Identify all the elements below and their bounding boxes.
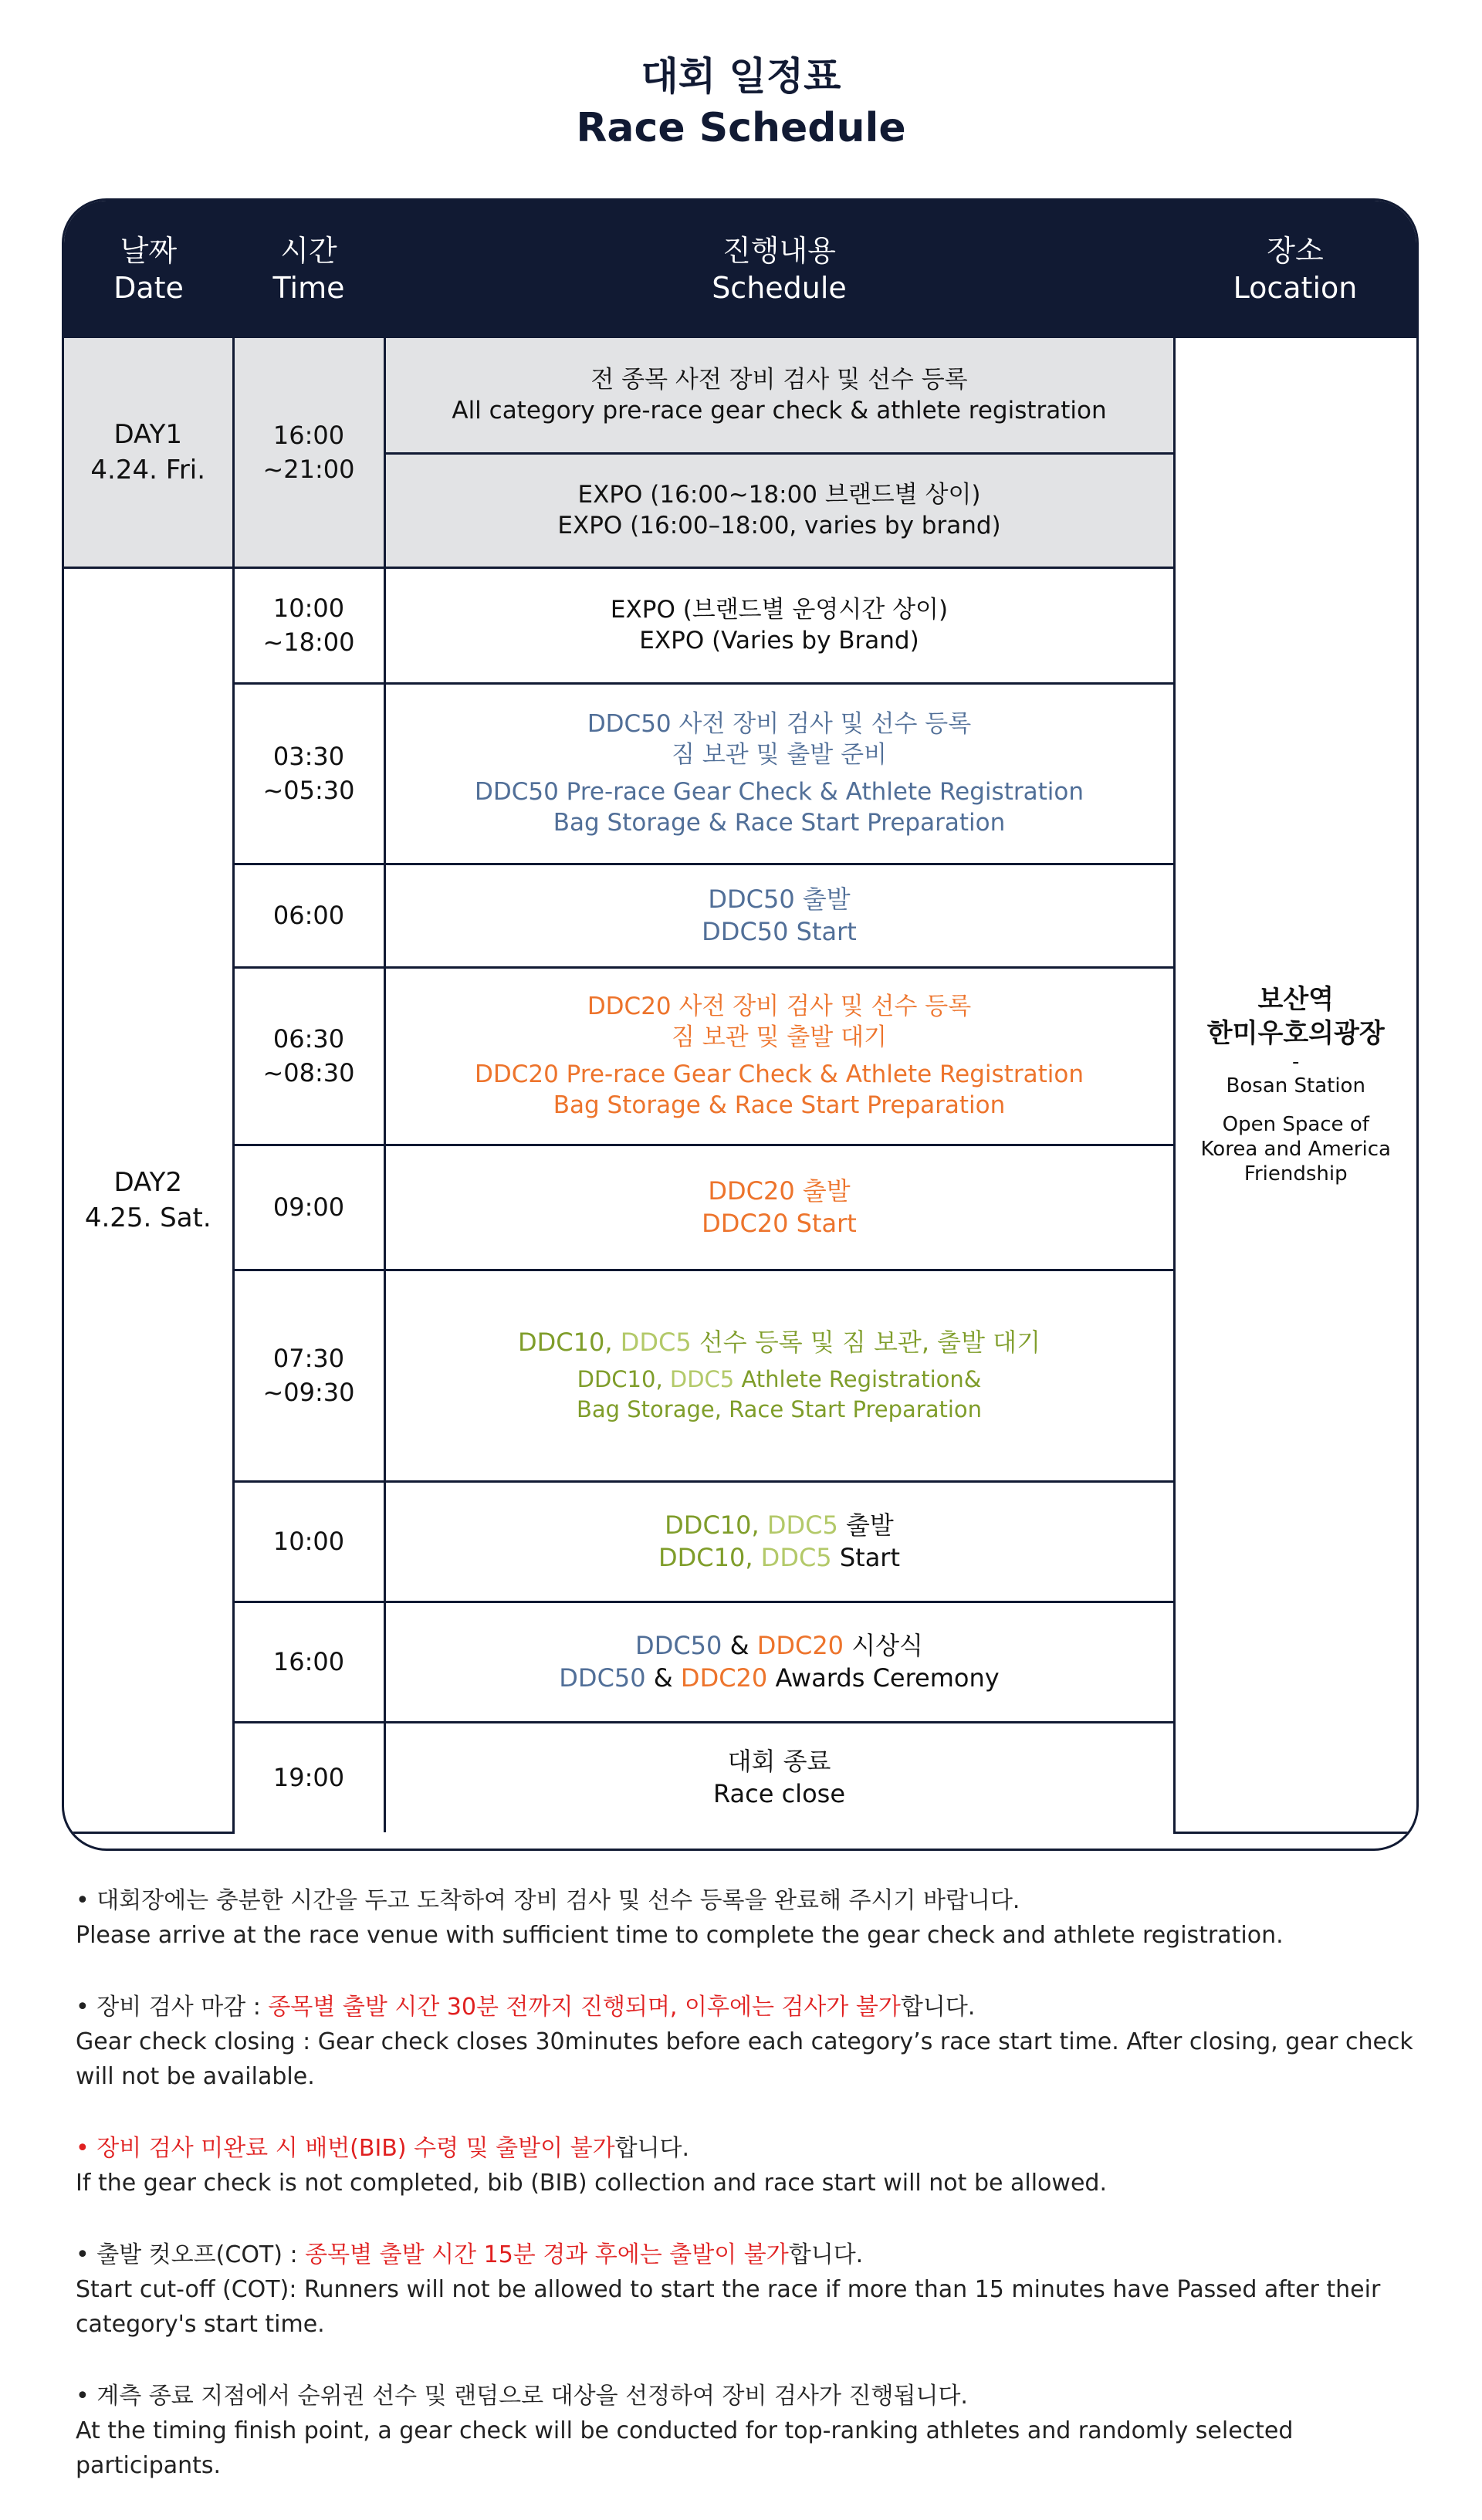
header-schedule: 진행내용 Schedule xyxy=(384,201,1174,338)
day1-time-cell: 16:00 ~21:00 xyxy=(233,338,384,567)
note-finish-gear-check: • 계측 종료 지점에서 순위권 선수 및 랜덤으로 대상을 선정하여 장비 검사가 진행됩니다. At the timing finish point, a gear check will be conducted for top-ranking athletes and randomly selected participants. xyxy=(76,2383,1294,2479)
awards-time: 16:00 xyxy=(233,1602,384,1722)
schedule-table xyxy=(62,198,1419,1851)
ddc20-prep-cell: DDC20 사전 장비 검사 및 선수 등록 짐 보관 및 출발 대기 DDC20 Pre-race Gear Check & Athlete Registration Bag Storage & Race Start Preparation xyxy=(384,967,1174,1145)
ddc50-start-cell: DDC50 출발 DDC50 Start xyxy=(384,864,1174,967)
page-title-en: Race Schedule xyxy=(576,105,906,151)
ddc10-prep-cell: DDC10, DDC5 선수 등록 및 짐 보관, 출발 대기 DDC10, DDC5 Athlete Registration& Bag Storage, Race Start Preparation xyxy=(384,1270,1174,1481)
header-time: 시간 Time xyxy=(233,201,384,338)
close-cell: 대회 종료 Race close xyxy=(384,1722,1174,1832)
awards-cell: DDC50 & DDC20 시상식 DDC50 & DDC20 Awards Ceremony xyxy=(384,1602,1174,1722)
day2-expo-time: 10:00 ~18:00 xyxy=(233,567,384,683)
day1-date-cell: DAY1 4.24. Fri. xyxy=(64,338,233,567)
ddc20-start-time: 09:00 xyxy=(233,1145,384,1270)
day2-date-cell: DAY2 4.25. Sat. xyxy=(64,567,233,1832)
ddc10-prep-time: 07:30 ~09:30 xyxy=(233,1270,384,1481)
ddc50-prep-cell: DDC50 사전 장비 검사 및 선수 등록 짐 보관 및 출발 준비 DDC50 Pre-race Gear Check & Athlete Registration Bag Storage & Race Start Preparation xyxy=(384,683,1174,864)
location-cell: 보산역 한미우호의광장 - Bosan Station Open Space of Korea and America Friendship xyxy=(1174,338,1416,1832)
page-title-ko: 대회 일정표 xyxy=(641,54,841,99)
ddc10-start-time: 10:00 xyxy=(233,1481,384,1602)
day1-registration-cell: 전 종목 사전 장비 검사 및 선수 등록 All category pre-race gear check & athlete registration xyxy=(384,338,1174,453)
ddc50-start-time: 06:00 xyxy=(233,864,384,967)
note-arrival: • 대회장에는 충분한 시간을 두고 도착하여 장비 검사 및 선수 등록을 완료해 주시기 바랍니다. Please arrive at the race venue with sufficient time to complete the gear check and athlete registration. xyxy=(76,1887,1284,1949)
ddc20-prep-time: 06:30 ~08:30 xyxy=(233,967,384,1145)
notes-section xyxy=(76,1883,1419,2520)
table-row-day1-registration xyxy=(64,338,1416,453)
ddc20-start-cell: DDC20 출발 DDC20 Start xyxy=(384,1145,1174,1270)
day2-expo-cell: EXPO (브랜드별 운영시간 상이) EXPO (Varies by Brand) xyxy=(384,567,1174,683)
header-date: 날짜 Date xyxy=(64,201,233,338)
day1-expo-cell: EXPO (16:00~18:00 브랜드별 상이) EXPO (16:00–18:00, varies by brand) xyxy=(384,453,1174,567)
note-gear-check-closing: • 장비 검사 마감 : 종목별 출발 시간 30분 전까지 진행되며, 이후에는 검사가 불가합니다. Gear check closing : Gear check closes 30minutes before each category’s race start time. After closing, gear check will not be available. xyxy=(76,1994,1413,2090)
note-start-cutoff: • 출발 컷오프(COT) : 종목별 출발 시간 15분 경과 후에는 출발이 불가합니다. Start cut-off (COT): Runners will not be allowed to start the race if more than 15 minutes have Passed after their category's start time. xyxy=(76,2241,1381,2338)
header-location: 장소 Location xyxy=(1174,201,1416,338)
close-time: 19:00 xyxy=(233,1722,384,1832)
ddc10-start-cell: DDC10, DDC5 출발 DDC10, DDC5 Start xyxy=(384,1481,1174,1602)
note-gear-check-incomplete: • 장비 검사 미완료 시 배번(BIB) 수령 및 출발이 불가합니다. If the gear check is not completed, bib (BIB) collection and race start will not be allowed. xyxy=(76,2135,1107,2197)
table-header xyxy=(64,201,1416,338)
ddc50-prep-time: 03:30 ~05:30 xyxy=(233,683,384,864)
